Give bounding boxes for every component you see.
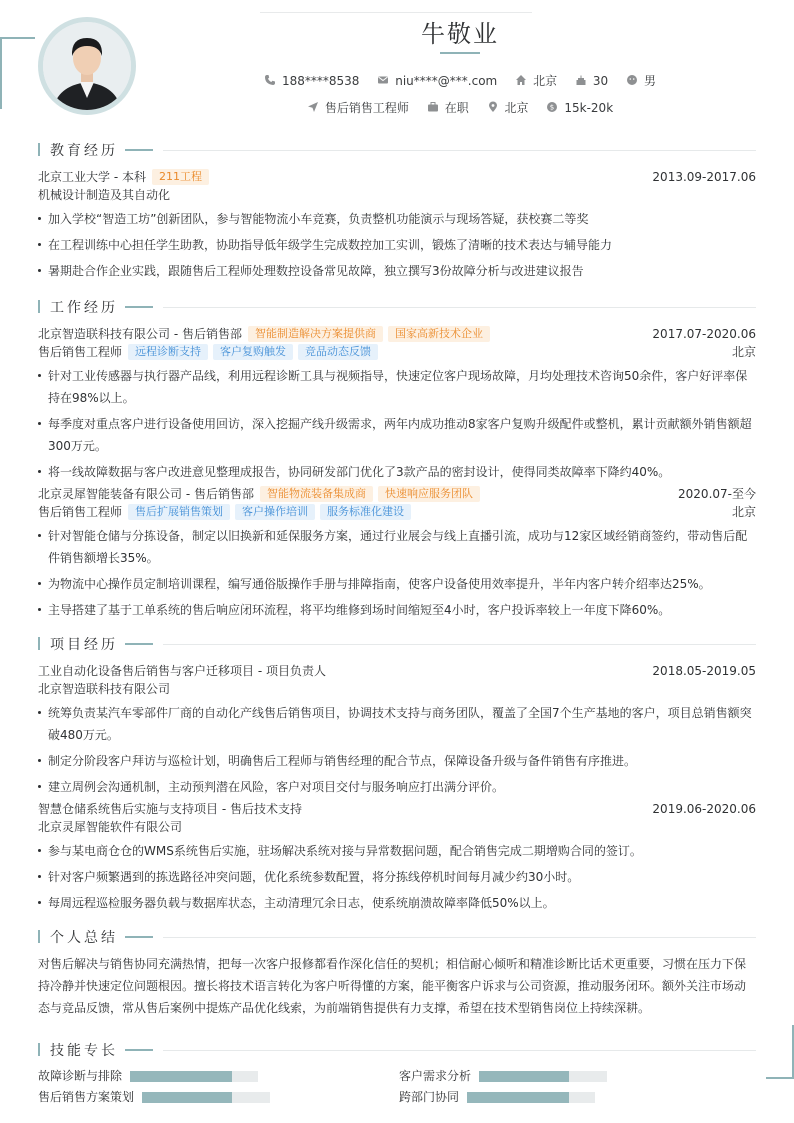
skill-bar [142,1092,270,1103]
project-date: 2019.06-2020.06 [652,802,756,816]
skill-bar [479,1071,607,1082]
skill-bar [467,1092,595,1103]
list-item: 制定分阶段客户拜访与巡检计划，明确售后工程师与销售经理的配合节点，保障设备升级与备件销售有序推进。 [38,750,756,772]
corner-decoration-bottom-right [766,1025,794,1079]
project-company: 北京智造联科技有限公司 [38,682,171,696]
job-date: 2020.07-至今 [678,487,756,501]
home-icon [515,74,527,86]
section-divider [163,150,756,151]
list-item: 每季度对重点客户进行设备使用回访，深入挖掘产线升级需求，两年内成功推动8家客户复购升级配件或整机，累计贡献额外销售额超300万元。 [38,413,756,457]
section-header [38,297,756,317]
skill-bar-fill [479,1071,569,1082]
section-divider [163,307,756,308]
hometown-item [515,72,557,89]
skill-item [38,1066,122,1086]
section-dash [125,306,153,308]
project-company-line [38,818,756,836]
section-header [38,634,756,654]
list-item: 参与某电商仓仓的WMS系统售后实施，驻场解决系统对接与异常数据问题，配合销售完成二期增购合同的签订。 [38,840,756,862]
company-tag: 国家高新技术企业 [388,326,490,342]
email-text: niu****@***.com [395,74,498,88]
project-bullets [38,840,756,914]
contact-row [0,72,794,89]
skill-item [399,1087,459,1107]
section-bar [38,143,40,156]
list-item: 建立周例会沟通机制，主动预判潜在风险，客户对项目交付与服务响应打出满分评价。 [38,776,756,798]
project-line [38,662,756,680]
job-date: 2017.07-2020.06 [652,327,756,341]
skill-bar [130,1071,258,1082]
list-item: 主导搭建了基于工单系统的售后响应闭环流程，将平均维修到场时间缩短至4小时，客户投诉率较上一年度下降60%。 [38,599,756,621]
skill-name: 跨部门协同 [399,1090,460,1104]
role-line [38,343,756,361]
section-dash [125,936,153,938]
gender-text: 男 [644,74,657,88]
school-line [38,168,756,186]
role-tag: 服务标准化建设 [320,504,411,520]
candidate-name: 牛敬业 [421,20,499,48]
gender-item [626,72,656,89]
status-text: 在职 [444,101,469,115]
hometown-text: 北京 [533,74,558,88]
list-item: 暑期赴合作企业实践，跟随售后工程师处理数控设备常见故障，独立撰写3份故障分析与改进建议报告 [38,260,756,282]
skill-bar-fill [142,1092,232,1103]
section-title: 个人总结 [50,930,118,946]
status-item [427,99,469,116]
role-tag: 客户操作培训 [235,504,315,520]
project-company: 北京灵犀智能软件有限公司 [38,820,183,834]
project-bullets [38,702,756,798]
summary-text: 对售后解决与销售协同充满热情，把每一次客户报修都看作深化信任的契机；相信耐心倾听和精准诊断比话术更重要，习惯在压力下保持冷静并快速定位问题根因。擅长将技术语言转化为客户听得懂的方案，能平衡客户诉求与公司资源，推动服务闭环。额外关注市场动态与竞品反馈，常从售后案例中提炼产品优化线索，为前端销售提供有力支撑，希望在技术型销售岗位上持续深耕。 [38,957,747,1015]
company-name: 北京灵犀智能装备有限公司 - 售后销售部 [38,487,254,501]
project-entry [38,800,756,914]
company-tag: 智能制造解决方案提供商 [248,326,383,342]
section-divider [163,937,756,938]
list-item: 为物流中心操作员定制培训课程，编写通俗版操作手册与排障指南，使客户设备使用效率提升，半年内客户转介绍率达25%。 [38,573,756,595]
role-tag: 售后扩展销售策划 [128,504,230,520]
phone-text: 188****8538 [281,74,360,88]
skills-grid [38,1066,756,1116]
money-icon [546,101,558,113]
job-bullets [38,525,756,621]
phone-icon [264,74,276,86]
salary-text: 15k-20k [564,101,614,115]
job-location: 北京 [731,505,756,519]
project-date: 2018.05-2019.05 [652,664,756,678]
company-line [38,485,756,503]
list-item: 针对工业传感器与执行器产品线，利用远程诊断工具与视频指导，快速定位客户现场故障，月均处理技术咨询50余件，客户好评率保持在98%以上。 [38,365,756,409]
city-text: 北京 [504,101,529,115]
company-name: 北京智造联科技有限公司 - 售后销售部 [38,327,242,341]
list-item: 针对客户频繁遇到的拣选路径冲突问题，优化系统参数配置，将分拣线停机时间每月减少约30小时。 [38,866,756,888]
section-bar [38,637,40,650]
summary-section [38,927,756,1019]
projects-section [38,634,756,914]
section-divider [163,644,756,645]
top-decor-rule [260,12,532,13]
role-tag: 客户复购触发 [213,344,293,360]
skill-name: 故障诊断与排除 [38,1069,123,1083]
person-face-icon [626,74,638,86]
school-tag: 211工程 [152,169,209,185]
skills-section [38,1040,756,1116]
role-tag: 竞品动态反馈 [298,344,378,360]
project-company-line [38,680,756,698]
major-name: 机械设计制造及其自动化 [38,188,171,202]
job-bullets [38,365,756,483]
skill-name: 客户需求分析 [399,1069,472,1083]
section-title: 技能专长 [50,1043,118,1059]
role-tag: 远程诊断支持 [128,344,208,360]
section-header [38,927,756,947]
company-line [38,325,756,343]
list-item: 每周远程巡检服务器负载与数据库状态，主动清理冗余日志，使系统崩溃故障率降低50%以上。 [38,892,756,914]
education-date: 2013.09-2017.06 [652,170,756,184]
list-item: 统筹负责某汽车零部件厂商的自动化产线售后销售项目，协调技术支持与商务团队，覆盖了全国7个生产基地的客户，项目总销售额突破480万元。 [38,702,756,746]
city-item [487,99,529,116]
skill-item [399,1066,471,1086]
section-title: 工作经历 [50,300,118,316]
skill-item [38,1087,134,1107]
section-dash [125,643,153,645]
phone-item [264,74,359,88]
job-location: 北京 [731,345,756,359]
education-section [38,140,756,282]
section-bar [38,1043,40,1056]
section-bar [38,930,40,943]
section-bar [38,300,40,313]
role-line [38,503,756,521]
section-dash [125,149,153,151]
section-title: 项目经历 [50,637,118,653]
section-dash [125,1049,153,1051]
major-line [38,186,756,204]
age-text: 30 [592,74,609,88]
skill-name: 售后销售方案策划 [38,1090,135,1104]
section-header [38,140,756,160]
section-title: 教育经历 [50,143,118,159]
role-name: 售后销售工程师 [38,345,123,359]
section-header [38,1040,756,1060]
list-item: 将一线故障数据与客户改进意见整理成报告，协同研发部门优化了3款产品的密封设计，使得同类故障率下降约40%。 [38,461,756,483]
project-name: 工业自动化设备售后销售与客户迁移项目 - 项目负责人 [38,664,326,678]
education-bullets [38,208,756,282]
briefcase-icon [427,101,439,113]
salary-item [546,101,613,115]
company-tag: 快速响应服务团队 [378,486,480,502]
list-item: 针对智能仓储与分拣设备，制定以旧换新和延保服务方案，通过行业展会与线上直播引流，成功与12家区域经销商签约，带动售后配件销售额增长35%。 [38,525,756,569]
skill-bar-fill [467,1092,569,1103]
company-tag: 智能物流装备集成商 [260,486,373,502]
list-item: 加入学校“智造工坊”创新团队，参与智能物流小车竞赛，负责整机功能演示与现场答疑，获校赛二等奖 [38,208,756,230]
mail-icon [377,74,389,86]
job-entry [38,485,756,621]
skill-bar-fill [130,1071,232,1082]
work-section [38,297,756,621]
cake-icon [575,74,587,86]
job-text: 售后销售工程师 [324,101,409,115]
location-pin-icon [487,101,499,113]
name-underline [440,52,480,54]
list-item: 在工程训练中心担任学生助教，协助指导低年级学生完成数控加工实训，锻炼了清晰的技术表达与辅导能力 [38,234,756,256]
project-entry [38,662,756,798]
job-intent-row [0,99,794,116]
role-name: 售后销售工程师 [38,505,123,519]
svg-text:$: $ [550,103,555,112]
project-name: 智慧仓储系统售后实施与支持项目 - 售后技术支持 [38,802,302,816]
job-entry [38,325,756,483]
school-name: 北京工业大学 - 本科 [38,170,146,184]
send-icon [307,101,319,113]
age-item [575,74,608,88]
email-item [377,74,497,88]
project-line [38,800,756,818]
section-divider [163,1050,756,1051]
job-item [307,99,409,116]
